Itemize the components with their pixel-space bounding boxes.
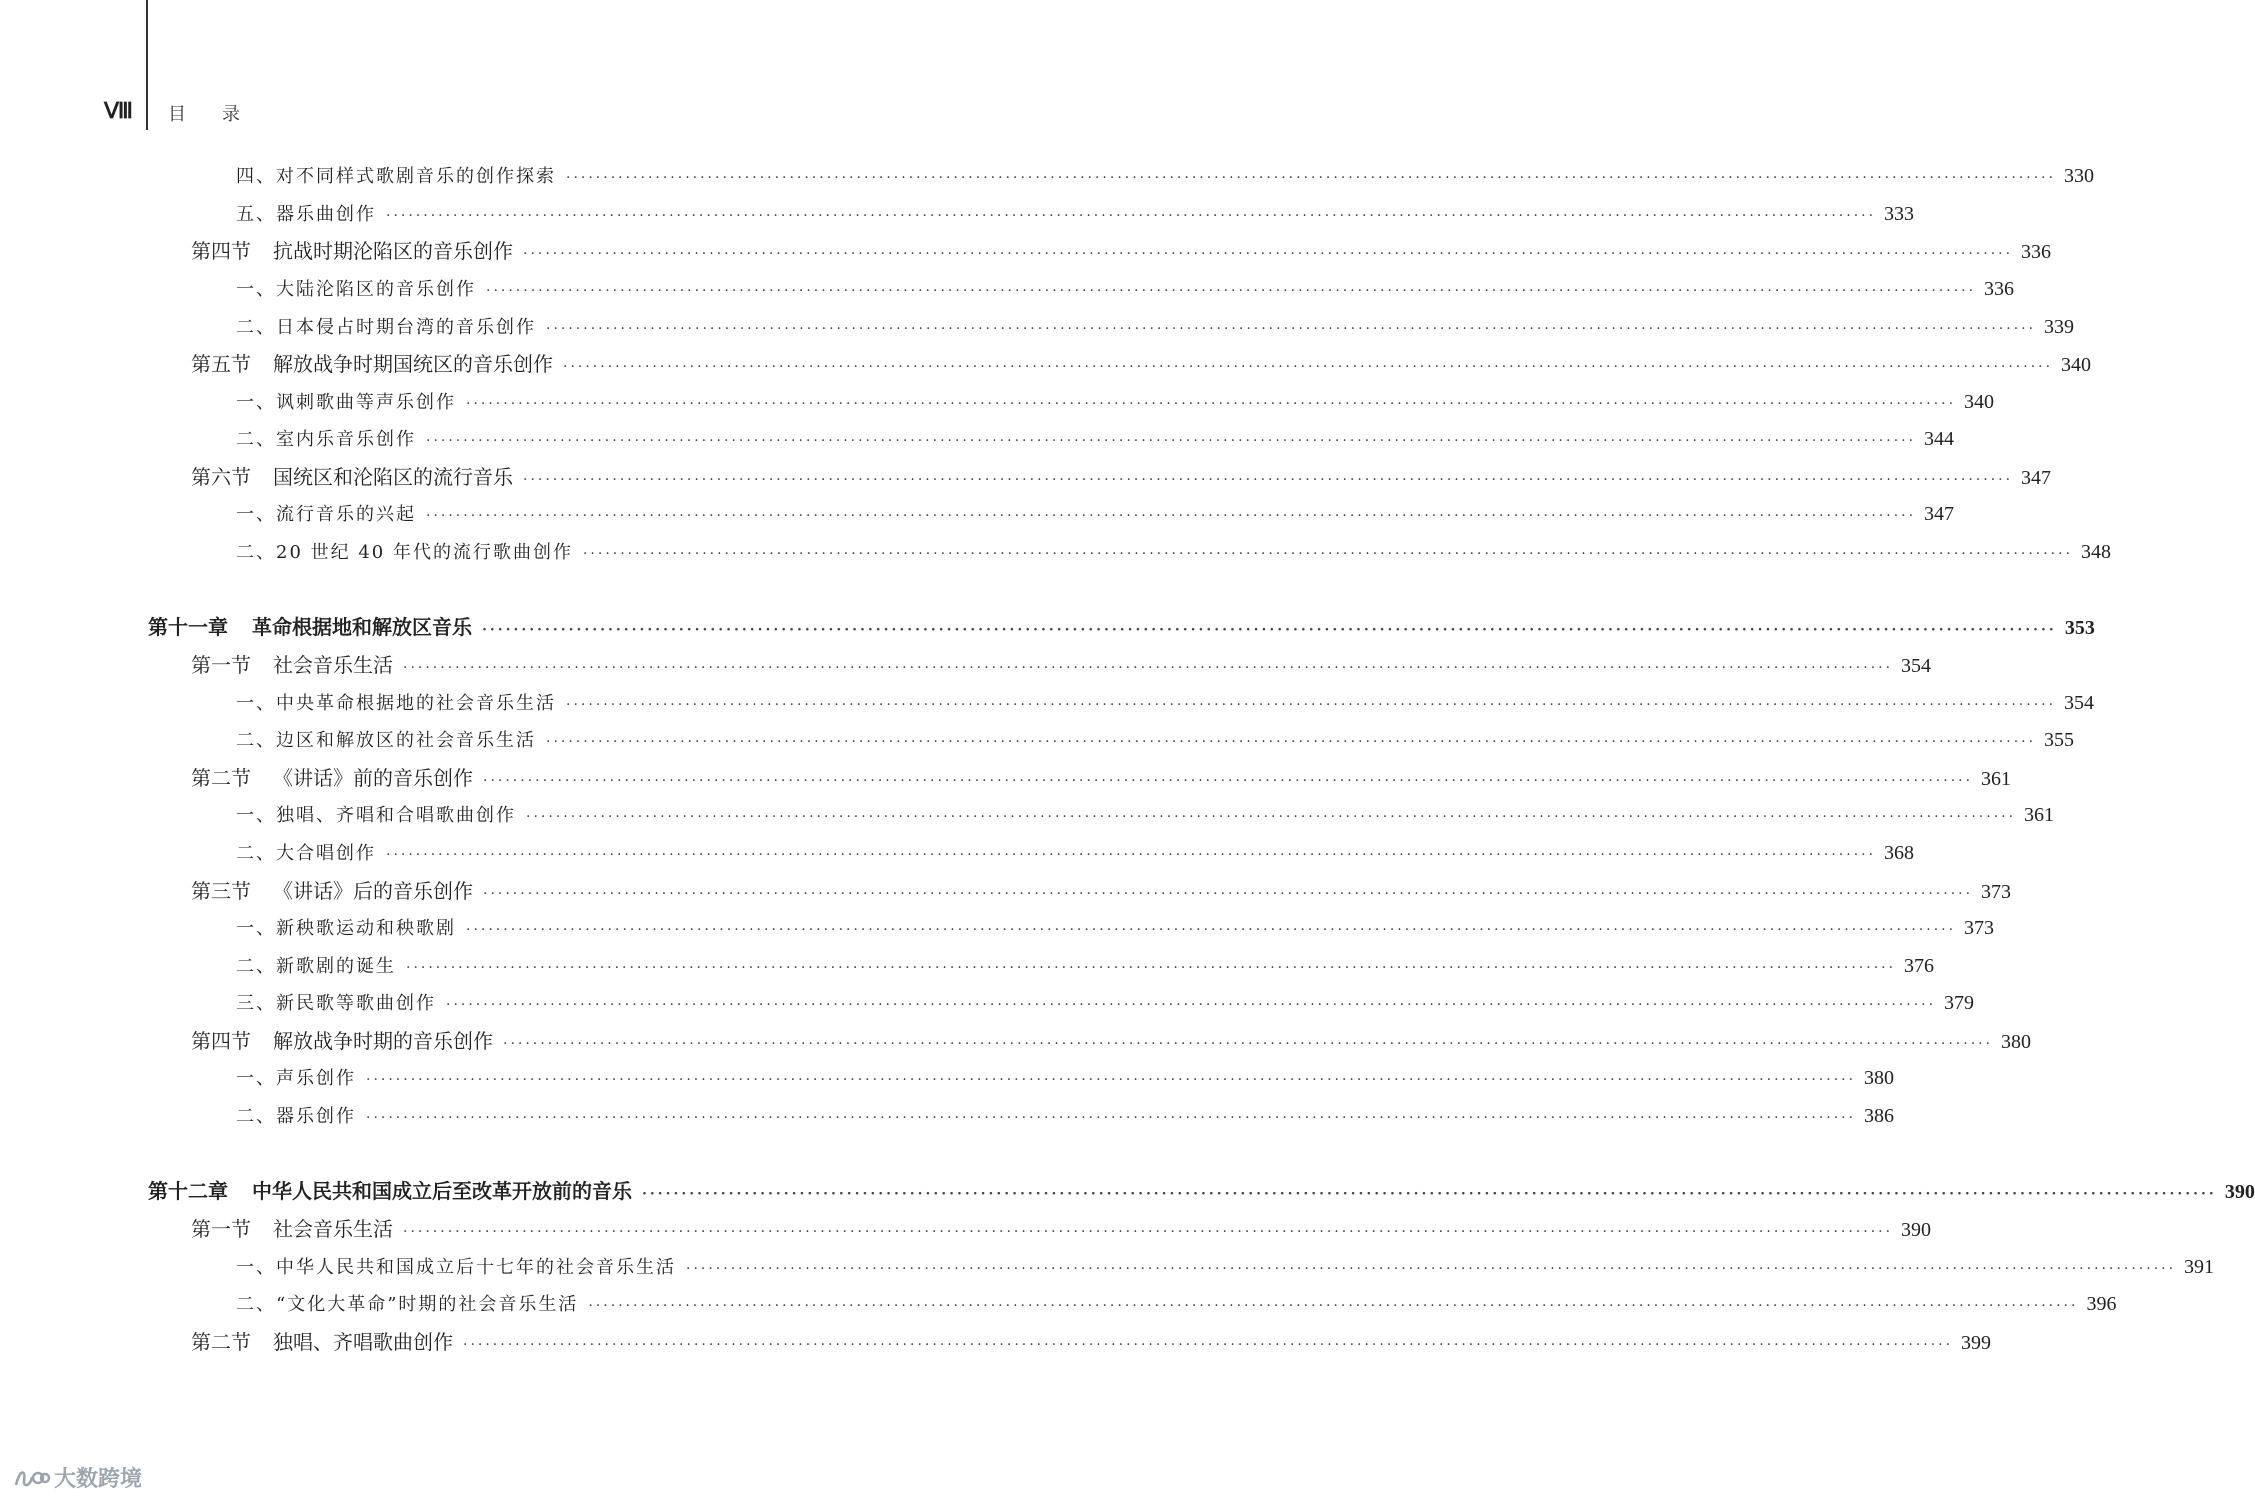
toc-entry-title: 一、声乐创作 <box>236 1068 356 1089</box>
toc-subsection <box>0 199 1915 229</box>
leader-dots: ········································································································································································································ <box>526 809 2017 825</box>
toc-subsection <box>0 913 1995 943</box>
leader-dots: ········································································································································································································ <box>386 847 1877 863</box>
leader-dots: ········································································································································································································ <box>546 734 2037 750</box>
leader-dots: ········································································································································································································ <box>463 1337 1954 1353</box>
toc-entry-number: 第六节 <box>191 465 251 489</box>
toc-subsection <box>0 424 1955 454</box>
toc-entry-label <box>236 689 556 719</box>
toc-page-number: 354 <box>2064 692 2095 714</box>
toc-section <box>0 236 2052 266</box>
toc-entry-label <box>236 500 416 530</box>
toc-entry-label <box>191 1214 393 1244</box>
leader-dots: ········································································································································································································ <box>563 359 2054 375</box>
toc-entry-title: 三、新民歌等歌曲创作 <box>236 993 436 1014</box>
toc-entry-title: 一、大陆沦陷区的音乐创作 <box>236 279 476 300</box>
toc-page-number: 390 <box>2224 1181 2255 1203</box>
toc-entry-label <box>236 1064 356 1094</box>
toc-entry-title: 二、“文化大革命”时期的社会音乐生活 <box>236 1294 579 1315</box>
watermark <box>12 1462 142 1493</box>
toc-page-number: 340 <box>1964 391 1995 413</box>
leader-dots: ········································································································································································································ <box>482 622 2057 638</box>
toc-entry-title: 二、大合唱创作 <box>236 843 376 864</box>
toc-entry-label <box>236 538 573 568</box>
toc-entry-label <box>236 1253 676 1283</box>
toc-subsection <box>0 725 2075 755</box>
toc-entry-title: 解放战争时期的音乐创作 <box>273 1029 493 1053</box>
toc-page-number: 347 <box>2021 467 2052 489</box>
leader-dots: ········································································································································································································ <box>566 170 2057 186</box>
toc-page-number: 347 <box>1924 503 1955 525</box>
toc-subsection <box>0 312 2075 342</box>
toc-entry-number: 第三节 <box>191 879 251 903</box>
leader-dots: ········································································································································································································ <box>503 1036 1994 1052</box>
toc-entry-title: 一、讽刺歌曲等声乐创作 <box>236 392 456 413</box>
toc-page-number: 373 <box>1981 881 2012 903</box>
toc-page-number: 336 <box>2021 241 2052 263</box>
toc-page-number: 368 <box>1884 842 1915 864</box>
toc-entry-label <box>236 1102 356 1132</box>
leader-dots: ········································································································································································································ <box>523 246 2014 262</box>
toc-page-number: 391 <box>2184 1256 2215 1278</box>
leader-dots: ········································································································································································································ <box>588 1298 2079 1314</box>
leader-dots: ········································································································································································································ <box>366 1072 1857 1088</box>
toc-page-number: 330 <box>2064 165 2095 187</box>
toc-entry-label <box>236 200 376 230</box>
leader-dots: ········································································································································································································ <box>642 1186 2217 1202</box>
toc-subsection <box>0 1289 2117 1319</box>
toc-page-number: 396 <box>2086 1293 2117 1315</box>
watermark-text: 大数跨境 <box>54 1467 143 1492</box>
toc-section <box>0 1214 1932 1244</box>
toc-section <box>0 763 2012 793</box>
toc-page-number: 386 <box>1864 1105 1895 1127</box>
leader-dots: ········································································································································································································ <box>686 1261 2177 1277</box>
toc-subsection <box>0 800 2055 830</box>
toc-page-number: 380 <box>2001 1031 2032 1053</box>
toc-entry-label <box>148 1176 632 1206</box>
leader-dots: ········································································································································································································ <box>466 922 1957 938</box>
toc-entry-title: 四、对不同样式歌剧音乐的创作探索 <box>236 166 556 187</box>
toc-entry-label <box>236 388 456 418</box>
toc-entry-number: 第四节 <box>191 1029 251 1053</box>
toc-page-number: 344 <box>1924 428 1955 450</box>
toc-entry-number: 第一节 <box>191 1217 251 1241</box>
page-folio: Ⅷ <box>104 98 132 123</box>
toc-entry-label <box>191 1327 453 1357</box>
leader-dots: ········································································································································································································ <box>366 1110 1857 1126</box>
toc-page-number: 340 <box>2061 354 2092 376</box>
toc-entry-label <box>236 952 396 982</box>
leader-dots: ········································································································································································································ <box>406 960 1897 976</box>
toc-entry-label <box>236 313 536 343</box>
toc-subsection <box>0 1252 2215 1282</box>
toc-entry-label <box>236 914 456 944</box>
toc-entry-label <box>191 349 553 379</box>
toc-entry-title: 社会音乐生活 <box>273 1217 393 1241</box>
toc-entry-title: 二、20 世纪 40 年代的流行歌曲创作 <box>236 542 573 563</box>
leader-dots: ········································································································································································································ <box>466 396 1957 412</box>
toc-subsection <box>0 537 2112 567</box>
toc-entry-number: 第四节 <box>191 239 251 263</box>
toc-entry-label <box>148 612 472 642</box>
leader-dots: ········································································································································································································ <box>523 472 2014 488</box>
toc-subsection <box>0 951 1935 981</box>
leader-dots: ········································································································································································································ <box>426 508 1917 524</box>
toc-entry-label <box>236 989 436 1019</box>
toc-subsection <box>0 1101 1895 1131</box>
running-title: 目录 <box>168 104 276 125</box>
toc-entry-title: 抗战时期沦陷区的音乐创作 <box>273 239 513 263</box>
toc-entry-number: 第五节 <box>191 352 251 376</box>
toc-entry-title: 二、边区和解放区的社会音乐生活 <box>236 730 536 751</box>
toc-entry-number: 第二节 <box>191 1330 251 1354</box>
toc-entry-label <box>236 425 416 455</box>
toc-entry-label <box>191 462 513 492</box>
toc-page-number: 373 <box>1964 917 1995 939</box>
leader-dots: ········································································································································································································ <box>426 433 1917 449</box>
toc-page-number: 361 <box>2024 804 2055 826</box>
toc-entry-label <box>191 650 393 680</box>
toc-subsection <box>0 838 1915 868</box>
leader-dots: ········································································································································································································ <box>566 697 2057 713</box>
leader-dots: ········································································································································································································ <box>386 208 1877 224</box>
toc-entry-title: 国统区和沦陷区的流行音乐 <box>273 465 513 489</box>
toc-entry-label <box>236 726 536 756</box>
header-rule <box>146 0 148 130</box>
toc-section <box>0 1026 2032 1056</box>
toc-entry-title: 解放战争时期国统区的音乐创作 <box>273 352 553 376</box>
toc-entry-title: 中华人民共和国成立后至改革开放前的音乐 <box>252 1179 632 1203</box>
toc-entry-title: 《讲话》前的音乐创作 <box>273 766 473 790</box>
toc-entry-number: 第一节 <box>191 653 251 677</box>
toc-page-number: 333 <box>1884 203 1915 225</box>
toc-entry-label <box>236 839 376 869</box>
leader-dots: ········································································································································································································ <box>546 321 2037 337</box>
toc-entry-title: 二、日本侵占时期台湾的音乐创作 <box>236 317 536 338</box>
leader-dots: ········································································································································································································ <box>483 773 1974 789</box>
toc-page-number: 380 <box>1864 1067 1895 1089</box>
toc-entry-title: 一、中华人民共和国成立后十七年的社会音乐生活 <box>236 1257 676 1278</box>
leader-dots: ········································································································································································································ <box>582 546 2074 562</box>
toc-entry-title: 一、中央革命根据地的社会音乐生活 <box>236 693 556 714</box>
toc-entry-label <box>191 876 473 906</box>
toc-entry-label <box>236 162 556 192</box>
toc-entry-title: 独唱、齐唱歌曲创作 <box>273 1330 453 1354</box>
toc-entry-title: 一、流行音乐的兴起 <box>236 504 416 525</box>
leader-dots: ········································································································································································································ <box>483 886 1974 902</box>
toc-entry-title: 社会音乐生活 <box>273 653 393 677</box>
toc-section <box>0 349 2092 379</box>
toc-page-number: 336 <box>1984 278 2015 300</box>
toc-entry-label <box>236 275 476 305</box>
toc-page-number: 390 <box>1901 1219 1932 1241</box>
toc-section <box>0 1327 1992 1357</box>
toc-entry-title: 五、器乐曲创作 <box>236 204 376 225</box>
toc-subsection <box>0 688 2095 718</box>
leader-dots: ········································································································································································································ <box>446 997 1937 1013</box>
toc-subsection <box>0 387 1995 417</box>
toc-page-number: 399 <box>1961 1332 1992 1354</box>
toc-section <box>0 650 1932 680</box>
toc-entry-number: 第十二章 <box>148 1179 228 1203</box>
toc-entry-label <box>236 1290 578 1320</box>
toc-entry-label <box>191 1026 493 1056</box>
toc-chapter <box>0 612 2095 642</box>
toc-entry-number: 第十一章 <box>148 615 228 639</box>
toc-page-number: 348 <box>2081 541 2112 563</box>
toc-page-number: 379 <box>1944 992 1975 1014</box>
toc-chapter <box>0 1176 2255 1206</box>
toc-entry-title: 一、独唱、齐唱和合唱歌曲创作 <box>236 805 516 826</box>
toc-subsection <box>0 499 1955 529</box>
toc-entry-label <box>191 236 513 266</box>
toc-entry-label <box>191 763 473 793</box>
leader-dots: ········································································································································································································ <box>403 660 1894 676</box>
toc-entry-title: 二、室内乐音乐创作 <box>236 429 416 450</box>
toc-entry-label <box>236 801 516 831</box>
toc-subsection <box>0 274 2015 304</box>
watermark-logo-icon <box>12 1467 50 1489</box>
leader-dots: ········································································································································································································ <box>403 1224 1894 1240</box>
toc-page-number: 354 <box>1901 655 1932 677</box>
toc-page-number: 339 <box>2044 316 2075 338</box>
toc-section <box>0 876 2012 906</box>
toc-page-number: 376 <box>1904 955 1935 977</box>
toc-entry-title: 二、新歌剧的诞生 <box>236 956 396 977</box>
toc-entry-title: 二、器乐创作 <box>236 1106 356 1127</box>
toc-subsection <box>0 161 2095 191</box>
toc-entry-number: 第二节 <box>191 766 251 790</box>
toc-entry-title: 《讲话》后的音乐创作 <box>273 879 473 903</box>
toc-page-number: 355 <box>2044 729 2075 751</box>
toc-page-number: 361 <box>1981 768 2012 790</box>
toc-page-number: 353 <box>2064 617 2095 639</box>
toc-section <box>0 462 2052 492</box>
toc-entry-title: 一、新秧歌运动和秧歌剧 <box>236 918 456 939</box>
toc-subsection <box>0 1063 1895 1093</box>
toc-subsection <box>0 988 1975 1018</box>
leader-dots: ········································································································································································································ <box>486 283 1977 299</box>
toc-entry-title: 革命根据地和解放区音乐 <box>252 615 472 639</box>
